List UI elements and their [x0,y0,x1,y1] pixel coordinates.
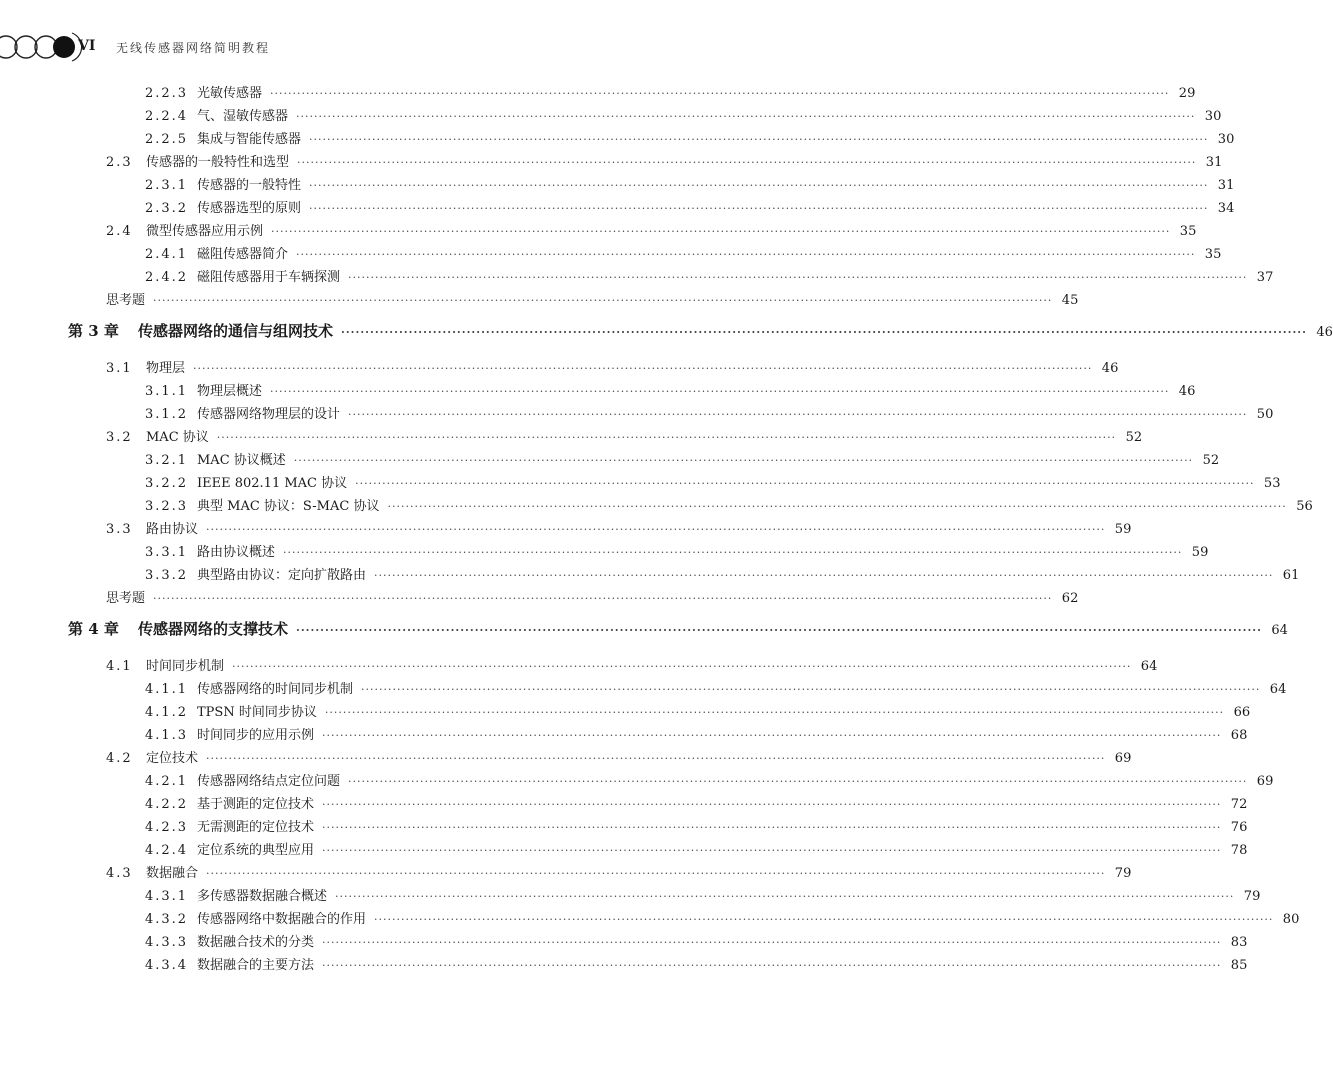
toc-entry-title: 基于测距的定位技术 [197,797,315,812]
toc-leader-dots: ········································································································································································································ [374,569,1274,582]
toc-entry-title: MAC 协议概述 [197,453,286,468]
toc-entry-page: 64 [1269,682,1287,697]
toc-entry-row [106,289,1079,308]
toc-entry-row [145,701,1251,720]
toc-leader-dots: ········································································································································································································ [348,775,1248,788]
toc-leader-dots: ········································································································································································································ [216,431,1117,444]
toc-entry-row [145,816,1248,835]
toc-entry-row [145,82,1196,101]
toc-entry-number: 3.2 [106,430,133,445]
toc-leader-dots: ········································································································································································································ [309,133,1209,146]
toc-entry-number: 2.4 [106,224,133,239]
toc-entry-title: 路由协议概述 [197,545,276,560]
toc-entry-number: 3.3.2 [145,568,189,583]
toc-leader-dots: ········································································································································································································ [361,683,1261,696]
toc-entry-page: 31 [1205,155,1223,170]
toc-entry-row [106,655,1158,674]
toc-entry-row [145,678,1287,697]
toc-entry-title: IEEE 802.11 MAC 协议 [197,476,348,491]
toc-leader-dots: ········································································································································································································ [324,706,1225,719]
toc-entry-title: 传感器网络的时间同步机制 [197,682,354,697]
toc-entry-number: 2.4.2 [145,270,189,285]
toc-leader-dots: ········································································································································································································ [322,821,1222,834]
toc-entry-title: 多传感器数据融合概述 [197,889,328,904]
toc-entry-row [145,174,1235,193]
toc-entry-number: 3.1 [106,361,133,376]
toc-entry-page: 56 [1296,499,1313,514]
toc-chapter-row [68,320,1333,341]
toc-entry-row [145,403,1274,422]
toc-entry-title: 物理层概述 [197,384,263,399]
toc-entry-page: 52 [1202,453,1220,468]
toc-entry-page: 50 [1256,407,1274,422]
toc-entry-row [145,885,1261,904]
toc-entry-title: 磁阻传感器用于车辆探测 [197,270,341,285]
toc-entry-page: 78 [1230,843,1248,858]
toc-entry-number: 4.2.1 [145,774,189,789]
toc-leader-dots: ········································································································································································································ [309,202,1209,215]
toc-entry-page: 35 [1179,224,1197,239]
toc-entry-number: 4.3.4 [145,958,189,973]
toc-entry-page: 46 [1178,384,1196,399]
toc-entry-number: 2.2.5 [145,132,189,147]
toc-entry-page: 37 [1256,270,1274,285]
book-title: 无线传感器网络简明教程 [116,41,271,55]
toc-leader-dots: ········································································································································································································ [206,867,1106,880]
toc-entry-number: 3.2.3 [145,499,189,514]
toc-entry-number: 4.3.3 [145,935,189,950]
toc-leader-dots: ········································································································································································································ [348,408,1248,421]
toc-entry-row [106,747,1132,766]
toc-entry-page: 30 [1217,132,1235,147]
toc-entry-page: 83 [1230,935,1248,950]
toc-leader-dots: ········································································································································································································ [296,248,1196,261]
toc-leader-dots: ········································································································································································································ [296,110,1196,123]
toc-entry-page: 69 [1114,751,1132,766]
toc-leader-dots: ········································································································································································································ [322,729,1222,742]
toc-entry-title: 传感器的一般特性和选型 [146,155,290,170]
toc-entry-title: 磁阻传感器简介 [197,247,289,262]
toc-leader-dots: ········································································································································································································ [283,546,1183,559]
toc-leader-dots: ········································································································································································································ [322,959,1222,972]
toc-entry-number: 第 3 章 [68,322,119,340]
toc-entry-row [145,449,1220,468]
toc-entry-title: MAC 协议 [146,430,209,445]
toc-entry-page: 34 [1217,201,1235,216]
toc-entry-page: 59 [1114,522,1132,537]
toc-entry-row [106,862,1132,881]
toc-entry-title: 思考题 [106,293,146,308]
toc-entry-row [106,220,1197,239]
toc-entry-title: TPSN 时间同步协议 [197,705,317,720]
toc-entry-number: 3.1.1 [145,384,189,399]
toc-entry-title: 微型传感器应用示例 [146,224,264,239]
toc-entry-page: 45 [1061,293,1079,308]
page-header [0,30,732,64]
toc-entry-page: 64 [1271,623,1288,638]
toc-entry-title: 数据融合技术的分类 [197,935,315,950]
toc-leader-dots: ········································································································································································································ [322,844,1222,857]
toc-entry-number: 4.2.2 [145,797,189,812]
toc-entry-page: 85 [1230,958,1248,973]
toc-entry-title: 路由协议 [146,522,199,537]
toc-entry-number: 4.3.2 [145,912,189,927]
toc-entry-row [145,931,1248,950]
toc-entry-number: 4.3.1 [145,889,189,904]
toc-entry-row [106,518,1132,537]
toc-entry-row [145,793,1248,812]
toc-leader-dots: ········································································································································································································ [296,624,1262,637]
toc-entry-page: 68 [1230,728,1248,743]
toc-entry-number: 4.1.2 [145,705,189,720]
toc-entry-page: 79 [1114,866,1132,881]
toc-entry-page: 30 [1204,109,1222,124]
toc-entry-title: 无需测距的定位技术 [197,820,315,835]
toc-entry-row [145,105,1222,124]
toc-entry-number: 3.1.2 [145,407,189,422]
toc-leader-dots: ········································································································································································································ [153,294,1053,307]
toc-entry-number: 2.2.4 [145,109,189,124]
toc-entry-title: 定位技术 [146,751,199,766]
toc-entry-number: 4.1.1 [145,682,189,697]
toc-entry-title: 时间同步机制 [146,659,225,674]
toc-leader-dots: ········································································································································································································ [335,890,1235,903]
toc-entry-row [106,151,1223,170]
toc-entry-row [145,128,1235,147]
toc-leader-dots: ········································································································································································································ [232,660,1132,673]
toc-leader-dots: ········································································································································································································ [387,500,1287,513]
toc-entry-title: 光敏传感器 [197,86,263,101]
toc-entry-title: 数据融合 [146,866,199,881]
toc-entry-page: 62 [1061,591,1079,606]
toc-entry-page: 64 [1140,659,1158,674]
toc-entry-row [145,472,1281,491]
toc-entry-row [145,908,1300,927]
toc-entry-number: 2.3 [106,155,133,170]
toc-entry-title: 时间同步的应用示例 [197,728,315,743]
toc-entry-page: 46 [1101,361,1119,376]
toc-entry-number: 3.3 [106,522,133,537]
toc-entry-row [145,564,1300,583]
toc-entry-title: 定位系统的典型应用 [197,843,315,858]
toc-leader-dots: ········································································································································································································ [206,752,1106,765]
toc-entry-row [145,243,1222,262]
toc-leader-dots: ········································································································································································································ [322,798,1222,811]
toc-entry-number: 2.3.1 [145,178,189,193]
toc-entry-page: 69 [1256,774,1274,789]
toc-entry-title: 物理层 [146,361,186,376]
toc-entry-row [145,266,1274,285]
toc-entry-page: 61 [1282,568,1300,583]
toc-entry-title: 思考题 [106,591,146,606]
toc-entry-number: 2.3.2 [145,201,189,216]
toc-leader-dots: ········································································································································································································ [206,523,1106,536]
toc-entry-number: 4.2 [106,751,133,766]
toc-leader-dots: ········································································································································································································ [341,326,1307,339]
toc-entry-number: 3.2.2 [145,476,189,491]
toc-entry-number: 3.2.1 [145,453,189,468]
toc-leader-dots: ········································································································································································································ [271,225,1171,238]
toc-leader-dots: ········································································································································································································ [153,592,1053,605]
toc-entry-page: 53 [1263,476,1281,491]
toc-entry-page: 66 [1233,705,1251,720]
toc-leader-dots: ········································································································································································································ [322,936,1222,949]
toc-entry-page: 80 [1282,912,1300,927]
toc-entry-row [145,724,1248,743]
toc-leader-dots: ········································································································································································································ [293,454,1194,467]
toc-entry-row [106,587,1079,606]
toc-entry-title: 传感器网络的支撑技术 [138,620,289,638]
toc-entry-number: 第 4 章 [68,620,119,638]
toc-entry-title: 数据融合的主要方法 [197,958,315,973]
toc-chapter-row [68,618,1288,639]
toc-entry-number: 4.3 [106,866,133,881]
toc-entry-row [145,541,1209,560]
page-numeral: VI [78,38,96,54]
toc-entry-title: 传感器选型的原则 [197,201,302,216]
toc-entry-page: 59 [1191,545,1209,560]
toc-entry-title: 典型 MAC 协议：S-MAC 协议 [197,499,380,514]
toc-entry-title: 传感器网络的通信与组网技术 [138,322,334,340]
toc-entry-title: 传感器网络结点定位问题 [197,774,341,789]
toc-entry-page: 29 [1178,86,1196,101]
toc-entry-row [145,197,1235,216]
toc-leader-dots: ········································································································································································································ [348,271,1248,284]
toc-entry-page: 76 [1230,820,1248,835]
toc-entry-title: 传感器的一般特性 [197,178,302,193]
toc-entry-number: 3.3.1 [145,545,189,560]
toc-entry-page: 72 [1230,797,1248,812]
toc-leader-dots: ········································································································································································································ [270,87,1170,100]
toc-entry-title: 传感器网络中数据融合的作用 [197,912,367,927]
toc-entry-number: 4.2.3 [145,820,189,835]
toc-leader-dots: ········································································································································································································ [355,477,1255,490]
toc-entry-number: 4.1 [106,659,133,674]
toc-entry-title: 气、湿敏传感器 [197,109,289,124]
toc-leader-dots: ········································································································································································································ [270,385,1170,398]
toc-entry-row [145,380,1196,399]
toc-entry-page: 46 [1316,325,1333,340]
toc-entry-title: 集成与智能传感器 [197,132,302,147]
toc-entry-number: 2.4.1 [145,247,189,262]
toc-entry-row [145,770,1274,789]
toc-leader-dots: ········································································································································································································ [297,156,1197,169]
toc-leader-dots: ········································································································································································································ [309,179,1209,192]
toc-entry-number: 4.1.3 [145,728,189,743]
toc-entry-row [145,495,1313,514]
toc-entry-page: 35 [1204,247,1222,262]
toc-entry-title: 典型路由协议：定向扩散路由 [197,568,367,583]
toc-entry-number: 2.2.3 [145,86,189,101]
toc-entry-title: 传感器网络物理层的设计 [197,407,341,422]
toc-entry-row [106,357,1119,376]
toc-entry-number: 4.2.4 [145,843,189,858]
toc-leader-dots: ········································································································································································································ [193,362,1093,375]
toc-entry-row [145,839,1248,858]
toc-entry-row [106,426,1143,445]
toc-entry-page: 31 [1217,178,1235,193]
toc-entry-page: 52 [1125,430,1143,445]
toc-entry-row [145,954,1248,973]
toc-leader-dots: ········································································································································································································ [374,913,1274,926]
toc-entry-page: 79 [1243,889,1261,904]
